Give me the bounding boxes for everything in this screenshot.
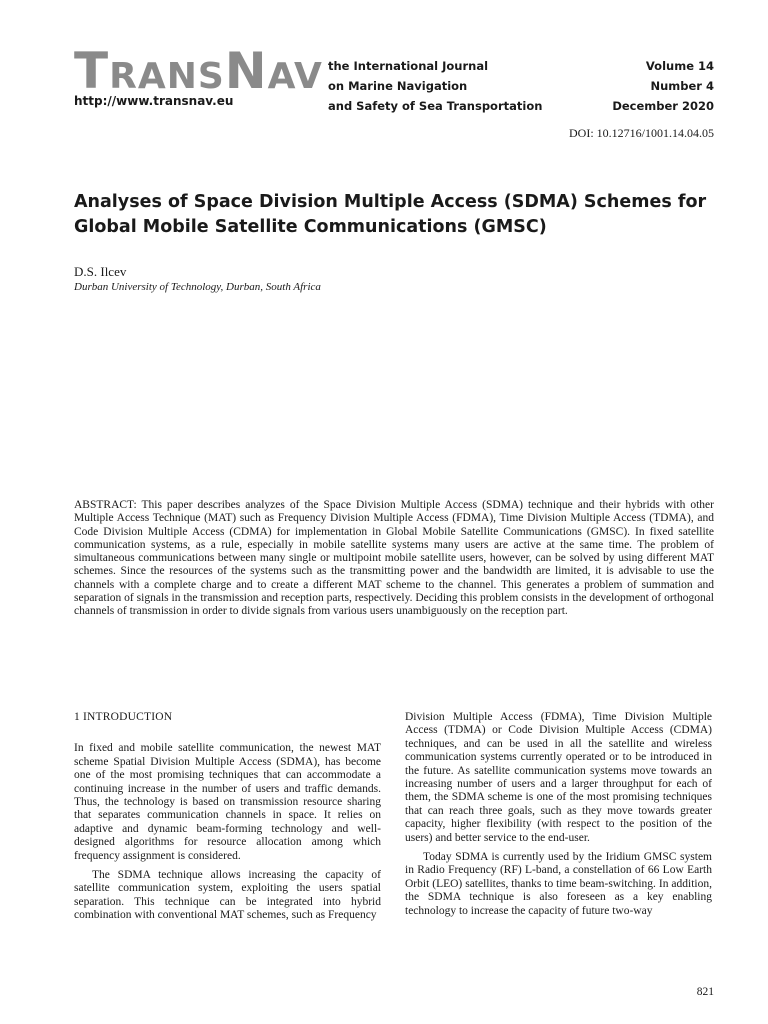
doi: DOI: 10.12716/1001.14.04.05 [569, 126, 714, 140]
abstract: ABSTRACT: This paper describes analyzes of the Space Division Multiple Access (SDMA) technique and their hybrids with other Multiple Access Technique (MAT) such as Frequency Division Multiple Access (FDMA), Time Division Multiple Access (TDMA), and Code Division Multiple Access (CDMA) for implementation in Global Mobile Satellite Communications (GMSC). In fixed satellite communication systems, as a rule, especially in mobile satellite systems many users are active at the same time. The problem of simultaneous communications between many single or multipoint mobile satellite users, however, can be solved by using different MAT schemes. Since the resources of the systems such as the transmitting power and the bandwidth are limited, it is advisable to use the channels with a complete charge and to create a different MAT scheme to the channel. This generates a problem of summation and separation of signals in the transmission and reception parts, respectively. Deciding this problem consists in the development of orthogonal channels of transmission in order to divide signals from various users unambiguously on the reception part. [74, 499, 714, 618]
journal-url-link[interactable]: http://www.transnav.eu [74, 94, 234, 108]
journal-name [328, 56, 542, 116]
page-number: 821 [696, 986, 714, 998]
body-paragraph: Today SDMA is currently used by the Iridium GMSC system in Radio Frequency (RF) L-band, a constellation of 66 Low Earth Orbit (LEO) satellites, thanks to time beam-switching. In addition, the SDMA technique is also foreseen as a key enabling technology to increase the capacity of future two-way [405, 851, 712, 917]
journal-line: the International Journal [328, 59, 489, 73]
issue-number: Number 4 [650, 79, 714, 93]
issue-info [612, 56, 714, 116]
journal-line: on Marine Navigation [328, 79, 468, 93]
journal-line: and Safety of Sea Transportation [328, 99, 543, 113]
logo-letters: AV [267, 56, 323, 97]
logo-letters: RANS [109, 56, 225, 97]
body-paragraph: The SDMA technique allows increasing the capacity of satellite communication system, exploiting the users spatial separation. This technique can be integrated into hybrid combination with conventional MAT schemes, such as Frequency [74, 869, 381, 922]
author-affiliation: Durban University of Technology, Durban, South Africa [74, 281, 321, 293]
section-heading: 1 INTRODUCTION [74, 711, 173, 723]
volume: Volume 14 [645, 59, 714, 73]
logo-letter: T [74, 42, 110, 100]
paper-title: Analyses of Space Division Multiple Access (SDMA) Schemes for Global Mobile Satellite Communications (GMSC) [74, 192, 707, 237]
body-paragraph: In fixed and mobile satellite communication, the newest MAT scheme Spatial Division Multiple Access (SDMA), has become one of the most promising techniques that can accommodate a continuing increase in the number of users and traffic demands. Thus, the technology is based on transmission resource sharing that separates communication channels in space. It relies on adaptive and dynamic beam-forming technology and well-designed algorithms for resource allocation among which frequency assignment is considered. [74, 742, 381, 862]
left-column [74, 711, 381, 923]
issue-date: December 2020 [612, 99, 714, 113]
right-column [405, 711, 712, 918]
author-name: D.S. Ilcev [74, 264, 127, 279]
logo-letter: N [224, 42, 268, 100]
journal-logo [74, 42, 323, 100]
body-paragraph: Division Multiple Access (FDMA), Time Division Multiple Access (TDMA) or Code Division Multiple Access (CDMA) techniques, and can be used in all the satellite and wireless communication systems currently operated or to be introduced in the future. As satellite communication systems move towards an increasing number of users and a larger throughput for each of them, the SDMA scheme is one of the most promising techniques that can reach three goals, such as they move towards greater capacity, higher flexibility (with respect to the position of the users) and better service to the end-user. [405, 711, 712, 844]
